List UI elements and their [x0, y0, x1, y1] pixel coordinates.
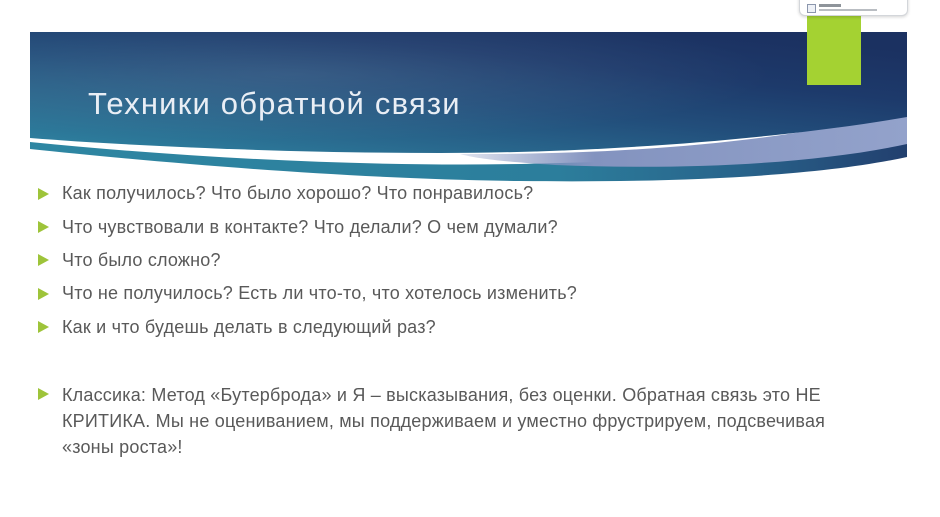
bullet-triangle-icon	[38, 188, 49, 200]
list-item	[38, 244, 577, 277]
bullet-triangle-icon	[38, 254, 49, 266]
bullet-text: Как получилось? Что было хорошо? Что понравилось?	[62, 183, 534, 204]
list-item	[38, 210, 577, 243]
checkbox-icon	[807, 4, 816, 13]
header-banner	[30, 32, 907, 182]
bullet-triangle-icon	[38, 321, 49, 333]
bullet-triangle-icon	[38, 221, 49, 233]
bullet-triangle-icon	[38, 388, 49, 400]
popup-text-line	[819, 4, 841, 7]
bullet-text: Что было сложно?	[62, 249, 221, 270]
bullet-text: Что чувствовали в контакте? Что делали? О чем думали?	[62, 216, 558, 237]
bullet-triangle-icon	[38, 288, 49, 300]
page-title: Техники обратной связи	[88, 86, 461, 121]
bullet-text: Что не получилось? Есть ли что-то, что хотелось изменить?	[62, 283, 577, 304]
list-item	[38, 177, 577, 210]
note-item	[38, 382, 900, 460]
popup-subtext-line	[819, 9, 877, 11]
note-text: Классика: Метод «Бутерброда» и Я – высказывания, без оценки. Обратная связь это НЕ КРИТИКА. Мы не оцениванием, мы поддерживаем и уместно фрустрируем, подсвечивая «зоны роста»!	[62, 385, 826, 457]
popup-overlay[interactable]	[799, 0, 908, 16]
list-item	[38, 311, 577, 344]
list-item	[38, 277, 577, 310]
accent-rectangle	[807, 10, 861, 85]
bullet-list	[38, 177, 577, 344]
bullet-text: Как и что будешь делать в следующий раз?	[62, 316, 436, 337]
